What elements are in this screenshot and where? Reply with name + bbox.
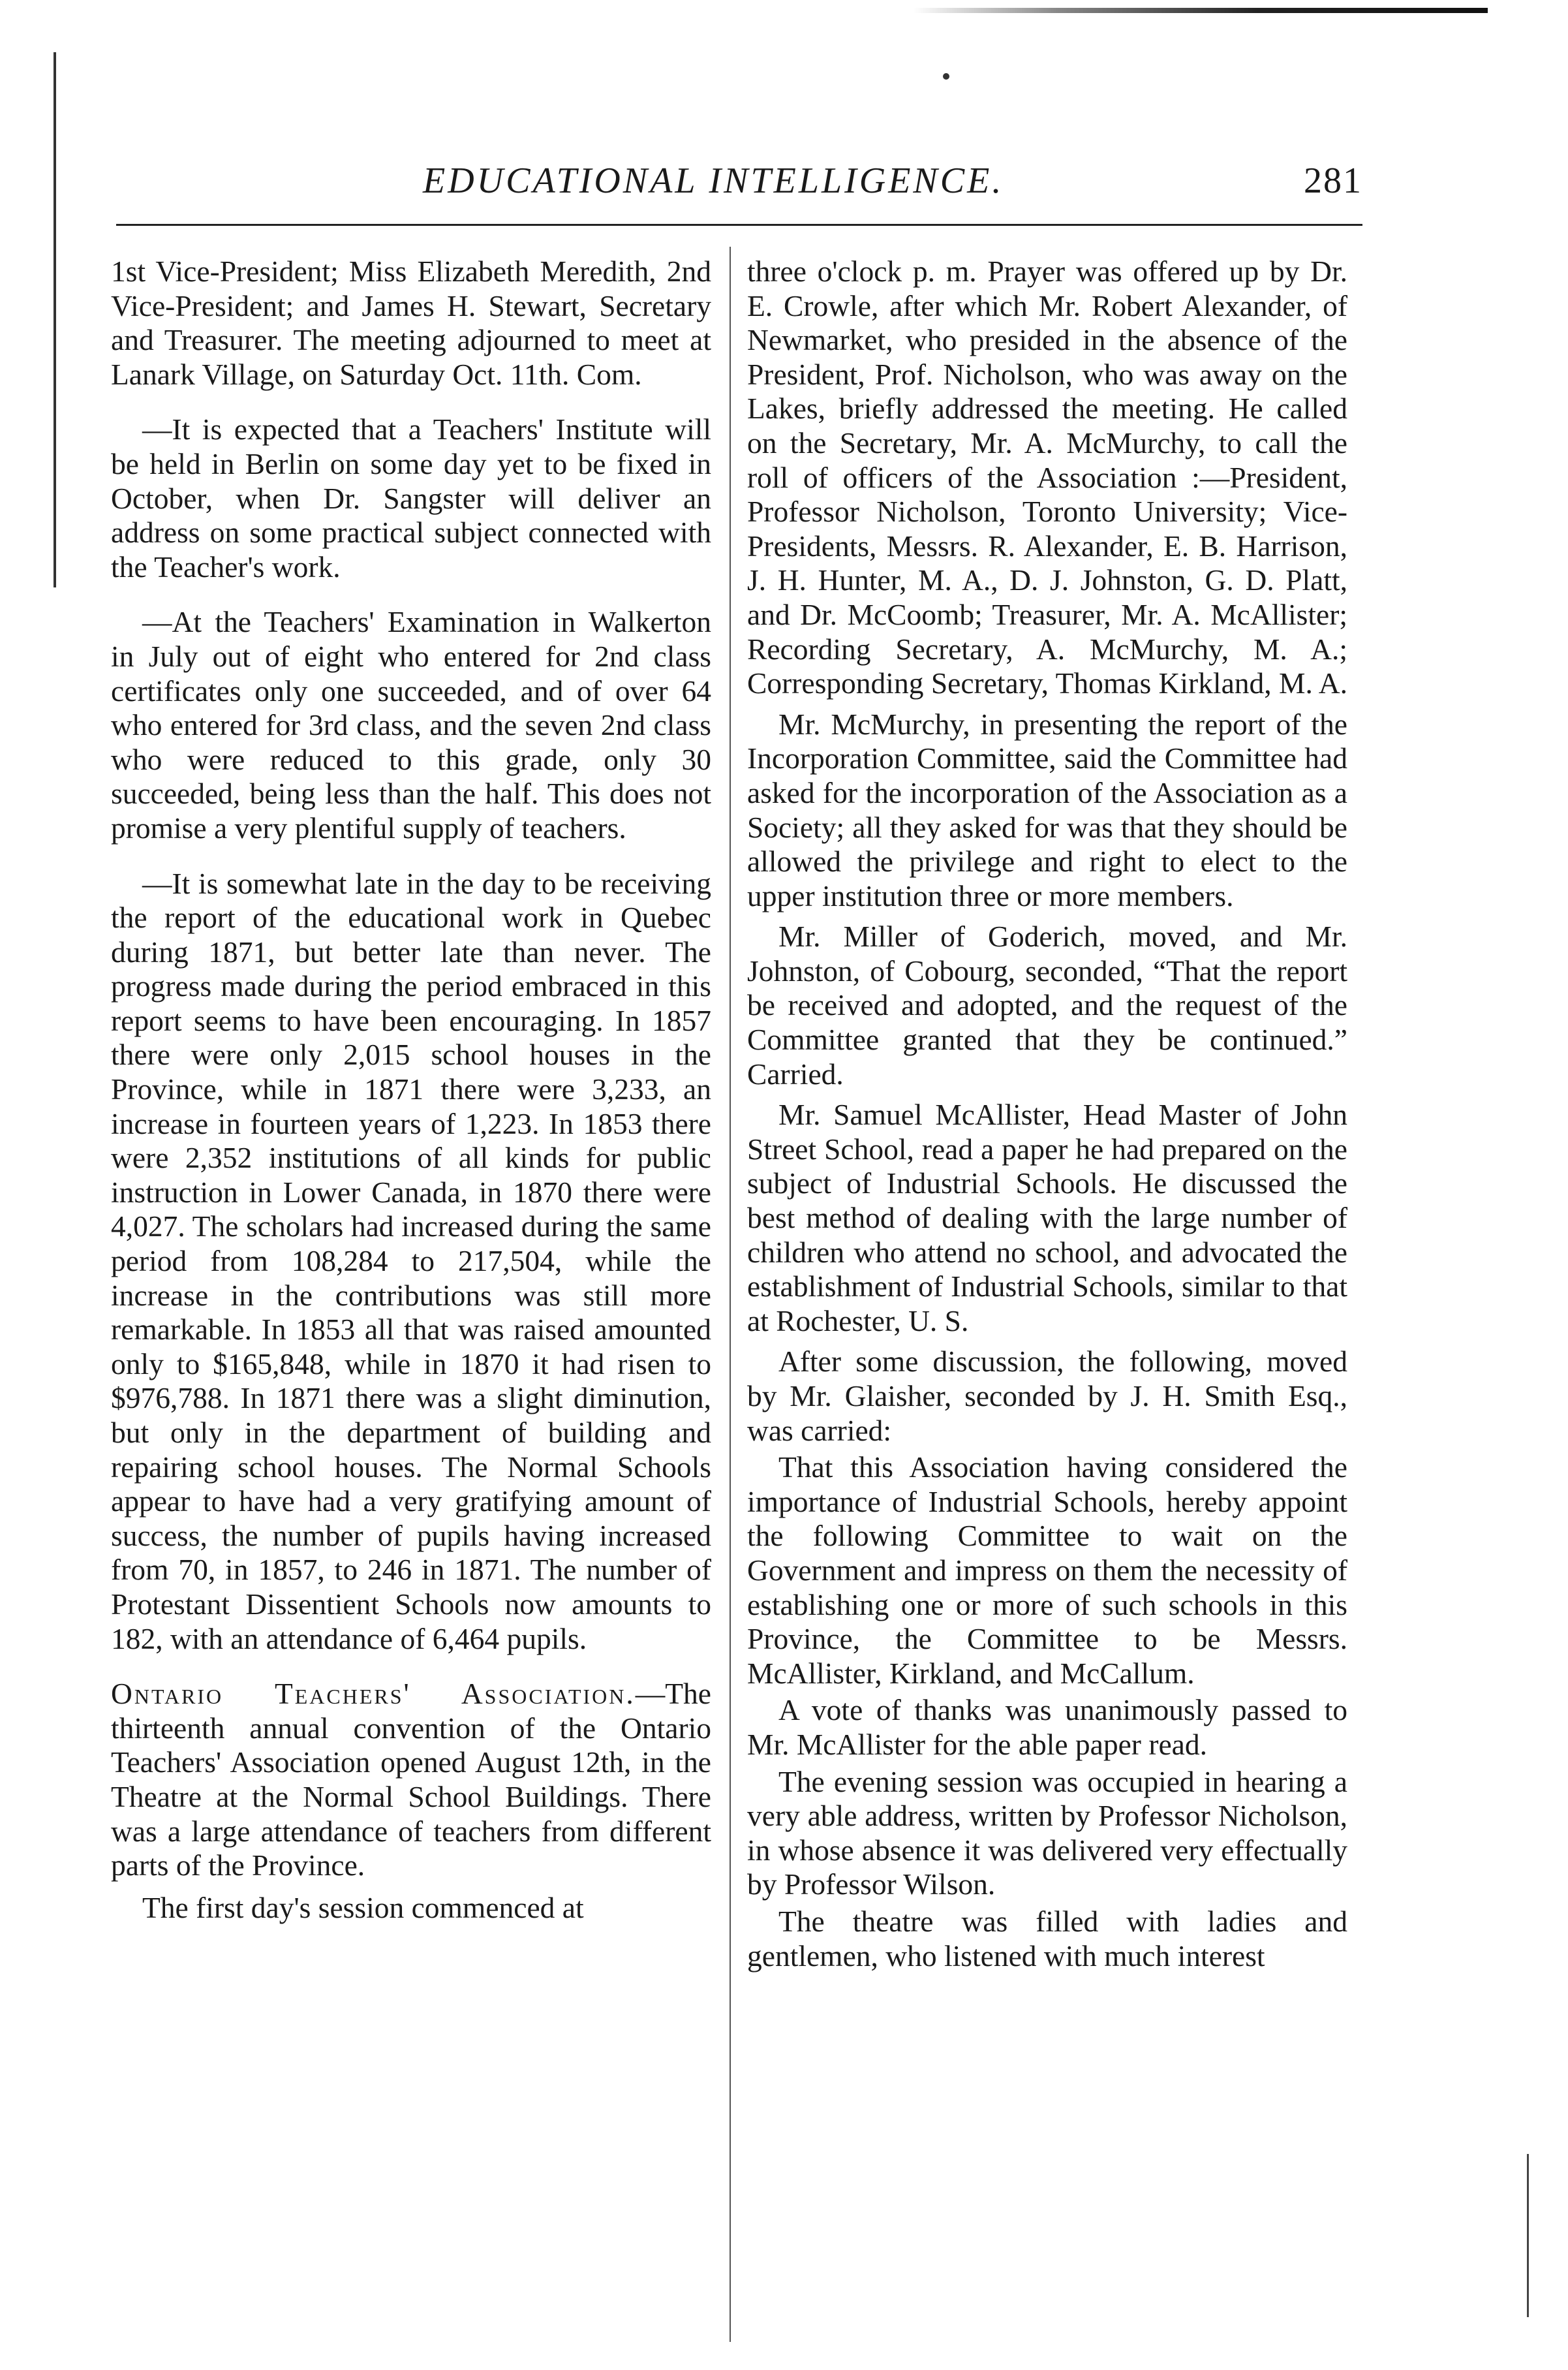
page-header <box>116 160 1362 212</box>
left-column <box>111 255 711 1925</box>
paragraph: Mr. McMurchy, in presenting the report of the Incorporation Committee, said the Committee had asked for the incorporation of the Association as a Society; all they asked for was that they should be allowed the privilege and right to elect to the upper institution three or more members. <box>747 707 1347 912</box>
right-column <box>747 255 1347 1973</box>
paragraph: That this Association having considered the importance of Industrial Schools, hereby appoint the following Committee to wait on the Government and impress on them the necessity of establishing one or more of such schools in this Province, the Committee to be Messrs. McAllister, Kirkland, and McCallum. <box>747 1450 1347 1690</box>
paragraph <box>111 1677 711 1883</box>
top-scan-rule <box>914 8 1488 13</box>
paragraph: Mr. Samuel McAllister, Head Master of John Street School, read a paper he had prepared on the subject of Industrial Schools. He discussed the best method of dealing with the large number of children who attend no school, and advocated the establishment of Industrial Schools, similar to that at Rochester, U. S. <box>747 1098 1347 1337</box>
paragraph: —It is somewhat late in the day to be receiving the report of the educational work in Quebec during 1871, but better late than never. The progress made during the period embraced in this report seems to have been encouraging. In 1857 there were only 2,015 school houses in the Province, while in 1871 there were 3,233, an increase in fourteen years of 1,223. In 1853 there were 2,352 institutions of all kinds for public instruction in Lower Canada, in 1870 there were 4,027. The scholars had increased during the same period from 108,284 to 217,504, while the increase in the contributions was still more remarkable. In 1853 all that was raised amounted only to $165,848, while in 1870 it had risen to $976,788. In 1871 there was a slight diminution, but only in the department of building and repairing school houses. The Normal Schools appear to have had a very gratifying amount of success, the number of pupils having increased from 70, in 1857, to 246 in 1871. The number of Protestant Dissentient Schools now amounts to 182, with an attendance of 6,464 pupils. <box>111 866 711 1655</box>
section-heading: Ontario Teachers' Association. <box>111 1677 636 1711</box>
paragraph: Mr. Miller of Goderich, moved, and Mr. Johnston, of Cobourg, seconded, “That the report be received and adopted, and the request of the Committee granted that they be continued.” Carried. <box>747 920 1347 1091</box>
column-divider <box>730 247 731 2342</box>
page-number: 281 <box>1304 161 1362 201</box>
paragraph: The theatre was filled with ladies and gentlemen, who listened with much interest <box>747 1904 1347 1972</box>
paragraph: —It is expected that a Teachers' Institute will be held in Berlin on some day yet to be fixed in October, when Dr. Sangster will deliver an address on some practical subject connected with the Teacher's work. <box>111 413 711 584</box>
paragraph: The first day's session commenced at <box>142 1890 584 1924</box>
running-title: EDUCATIONAL INTELLIGENCE. <box>423 161 1004 201</box>
header-rule <box>116 224 1362 226</box>
ink-dot <box>943 73 949 80</box>
paragraph: A vote of thanks was unanimously passed to Mr. McAllister for the able paper read. <box>747 1693 1347 1761</box>
paragraph-text: —The thirteenth annual convention of the Ontario Teachers' Association opened August 12th, in the Theatre at the Normal School Buildings. There was a large attendance of teachers from different parts of the Province. <box>111 1677 711 1882</box>
paragraph: After some discussion, the following, moved by Mr. Glaisher, seconded by J. H. Smith Esq., was carried: <box>747 1345 1347 1447</box>
right-margin-scan-mark <box>1527 2154 1529 2317</box>
paragraph: The evening session was occupied in hearing a very able address, written by Professor Nicholson, in whose absence it was delivered very effectually by Professor Wilson. <box>747 1764 1347 1901</box>
paragraph: —At the Teachers' Examination in Walkerton in July out of eight who entered for 2nd class certificates only one succeeded, and of over 64 who entered for 3rd class, and the seven 2nd class who were reduced to this grade, only 30 succeeded, being less than the half. This does not promise a very plentiful supply of teachers. <box>111 605 711 845</box>
paragraph: three o'clock p. m. Prayer was offered up by Dr. E. Crowle, after which Mr. Robert Alexander, of Newmarket, who presided in the absence of the President, Prof. Nicholson, who was away on the Lakes, briefly addressed the meeting. He called on the Secretary, Mr. A. McMurchy, to call the roll of officers of the Association :—President, Professor Nicholson, Toronto University; Vice-Presidents, Messrs. R. Alexander, E. B. Harrison, J. H. Hunter, M. A., D. J. Johnston, G. D. Platt, and Dr. McCoomb; Treasurer, Mr. A. McAllister; Recording Secretary, A. McMurchy, M. A.; Corresponding Secretary, Thomas Kirkland, M. A. <box>747 255 1347 700</box>
paragraph: 1st Vice-President; Miss Elizabeth Meredith, 2nd Vice-President; and James H. Stewart, Secretary and Treasurer. The meeting adjourned to meet at Lanark Village, on Saturday Oct. 11th. Com. <box>111 255 711 391</box>
left-margin-scan-mark <box>54 52 56 587</box>
